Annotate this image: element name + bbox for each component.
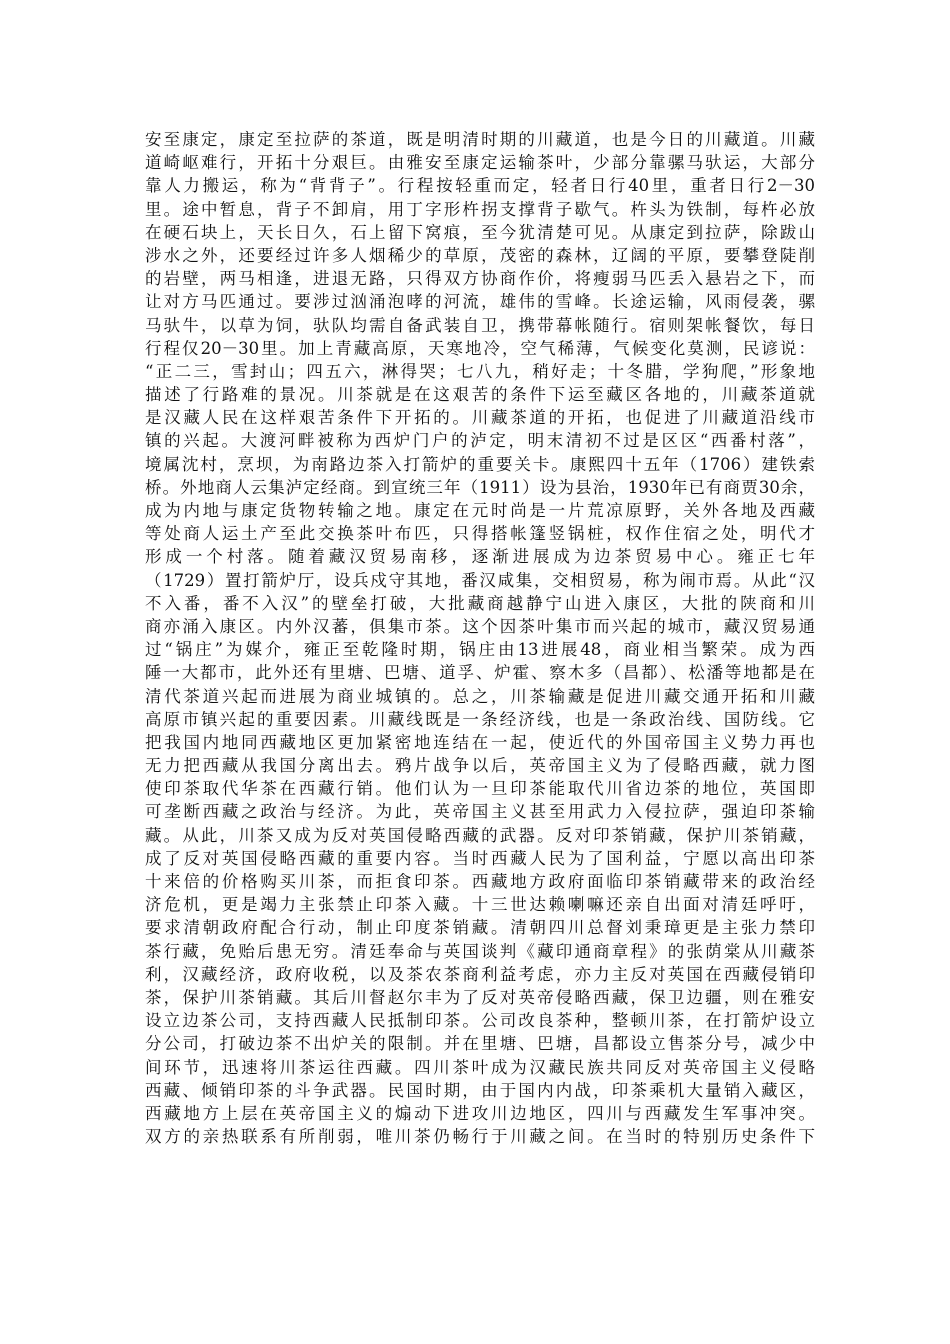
text-line: 是汉藏人民在这样艰苦条件下开拓的。川藏茶道的开拓，也促进了川藏道沿线市	[145, 408, 815, 428]
text-line: （1729）置打箭炉厅，设兵戍守其地，番汉咸集，交相贸易，称为闹市焉。从此“汉	[145, 570, 815, 590]
text-line: 里。途中暂息，背子不卸肩，用丁字形杵拐支撑背子歇气。杵头为铁制，每杵必放	[145, 199, 815, 219]
text-line: 境属沈村，烹坝，为南路边茶入打箭炉的重要关卡。康熙四十五年（1706）建铁索	[145, 454, 815, 474]
text-line: 高原市镇兴起的重要因素。川藏线既是一条经济线，也是一条政治线、国防线。它	[145, 709, 815, 729]
text-line: 的岩壁，两马相逢，进退无路，只得双方协商作价，将瘦弱马匹丢入悬岩之下，而	[145, 269, 815, 289]
text-line: 西藏、倾销印茶的斗争武器。民国时期，由于国内内战，印茶乘机大量销入藏区，	[145, 1080, 815, 1100]
text-line: 在硬石块上，天长日久，石上留下窝痕，至今犹清楚可见。从康定到拉萨，除跋山	[145, 222, 815, 242]
text-line: 描述了行路难的景况。川茶就是在这艰苦的条件下运至藏区各地的，川藏茶道就	[145, 385, 815, 405]
text-line: “正二三，雪封山；四五六，淋得哭；七八九，稍好走；十冬腊，学狗爬，”形象地	[145, 361, 815, 381]
text-line: 把我国内地同西藏地区更加紧密地连结在一起，使近代的外国帝国主义势力再也	[145, 732, 815, 752]
text-line: 清代茶道兴起而进展为商业城镇的。总之，川茶输藏是促进川藏交通开拓和川藏	[145, 686, 815, 706]
text-line: 藏。从此，川茶又成为反对英国侵略西藏的武器。反对印茶销藏，保护川茶销藏，	[145, 825, 815, 845]
text-line: 桥。外地商人云集泸定经商。到宣统三年（1911）设为县治，1930年已有商贾30余，	[145, 477, 815, 497]
text-line: 镇的兴起。大渡河畔被称为西炉门户的泸定，明末清初不过是区区“西番村落”，	[145, 431, 815, 451]
text-line: 济危机，更是竭力主张禁止印茶入藏。十三世达赖喇嘛还亲自出面对清廷呼吁，	[145, 895, 815, 915]
text-line: 涉水之外，还要经过许多人烟稀少的草原，茂密的森林，辽阔的平原，要攀登陡削	[145, 245, 815, 265]
text-line: 道崎岖难行，开拓十分艰巨。由雅安至康定运输茶叶，少部分靠骡马驮运，大部分	[145, 153, 815, 173]
text-line: 成为内地与康定货物转输之地。康定在元时尚是一片荒凉原野，关外各地及西藏	[145, 501, 815, 520]
text-line: 形成一个村落。随着藏汉贸易南移，逐渐进展成为边茶贸易中心。雍正七年	[145, 547, 815, 567]
text-line: 陲一大都市，此外还有里塘、巴塘、道孚、炉霍、察木多（昌都）、松潘等地都是在	[145, 663, 815, 683]
text-line: 无力把西藏从我国分离出去。鸦片战争以后，英帝国主义为了侵略西藏，就力图	[145, 756, 815, 776]
text-line: 双方的亲热联系有所削弱，唯川茶仍畅行于川藏之间。在当时的特别历史条件下	[145, 1127, 815, 1147]
text-line: 十来倍的价格购买川茶，而拒食印茶。西藏地方政府面临印茶销藏带来的政治经	[145, 872, 815, 891]
text-line: 西藏地方上层在英帝国主义的煽动下进攻川边地区，四川与西藏发生军事冲突。	[145, 1103, 815, 1123]
text-line: 过“锅庄”为媒介，雍正至乾隆时期，锅庄由13进展48，商业相当繁荣。成为西	[145, 640, 815, 660]
text-line: 使印茶取代华茶在西藏行销。他们认为一旦印茶能取代川省边茶的地位，英国即	[145, 779, 815, 799]
text-line: 可垄断西藏之政治与经济。为此，英帝国主义甚至用武力入侵拉萨，强迫印茶输	[145, 802, 815, 822]
text-line: 等处商人运土产至此交换茶叶布匹，只得搭帐篷竖锅桩，权作住宿之处，明代才	[145, 524, 815, 544]
text-line: 安至康定，康定至拉萨的茶道，既是明清时期的川藏道，也是今日的川藏道。川藏	[145, 130, 815, 149]
text-line: 设立边茶公司，支持西藏人民抵制印茶。公司改良茶种，整顿川茶，在打箭炉设立	[145, 1011, 815, 1031]
text-line: 分公司，打破边茶不出炉关的限制。并在里塘、巴塘，昌都设立售茶分号，减少中	[145, 1034, 815, 1054]
text-line: 行程仅20－30里。加上青藏高原，天寒地冷，空气稀薄，气候变化莫测，民谚说：	[145, 338, 815, 358]
text-line: 间环节，迅速将川茶运往西藏。四川茶叶成为汉藏民族共同反对英帝国主义侵略	[145, 1057, 815, 1077]
text-line: 利，汉藏经济，政府收税，以及茶农茶商利益考虑，亦力主反对英国在西藏侵销印	[145, 964, 815, 984]
text-line: 马驮牛，以草为饲，驮队均需自备武装自卫，携带幕帐随行。宿则架帐餐饮，每日	[145, 315, 815, 335]
body-text	[145, 128, 815, 1148]
text-line: 成了反对英国侵略西藏的重要内容。当时西藏人民为了国利益，宁愿以高出印茶	[145, 848, 815, 868]
text-line: 靠人力搬运，称为“背背子”。行程按轻重而定，轻者日行40里，重者日行2－30	[145, 176, 815, 196]
text-line: 不入番，番不入汉”的壁垒打破，大批藏商越静宁山进入康区，大批的陕商和川	[145, 593, 815, 613]
text-line: 茶，保护川茶销藏。其后川督赵尔丰为了反对英帝侵略西藏，保卫边疆，则在雅安	[145, 987, 815, 1007]
text-line: 要求清朝政府配合行动，制止印度茶销藏。清朝四川总督刘秉璋更是主张力禁印	[145, 918, 815, 938]
text-line: 茶行藏，免贻后患无穷。清廷奉命与英国谈判《藏印通商章程》的张荫棠从川藏茶	[145, 941, 815, 961]
text-line: 让对方马匹通过。要涉过汹涌泡哮的河流，雄伟的雪峰。长途运输，风雨侵袭，骡	[145, 292, 815, 312]
text-line: 商亦涌入康区。内外汉蕃，俱集市茶。这个因茶叶集市而兴起的城市，藏汉贸易通	[145, 616, 815, 636]
